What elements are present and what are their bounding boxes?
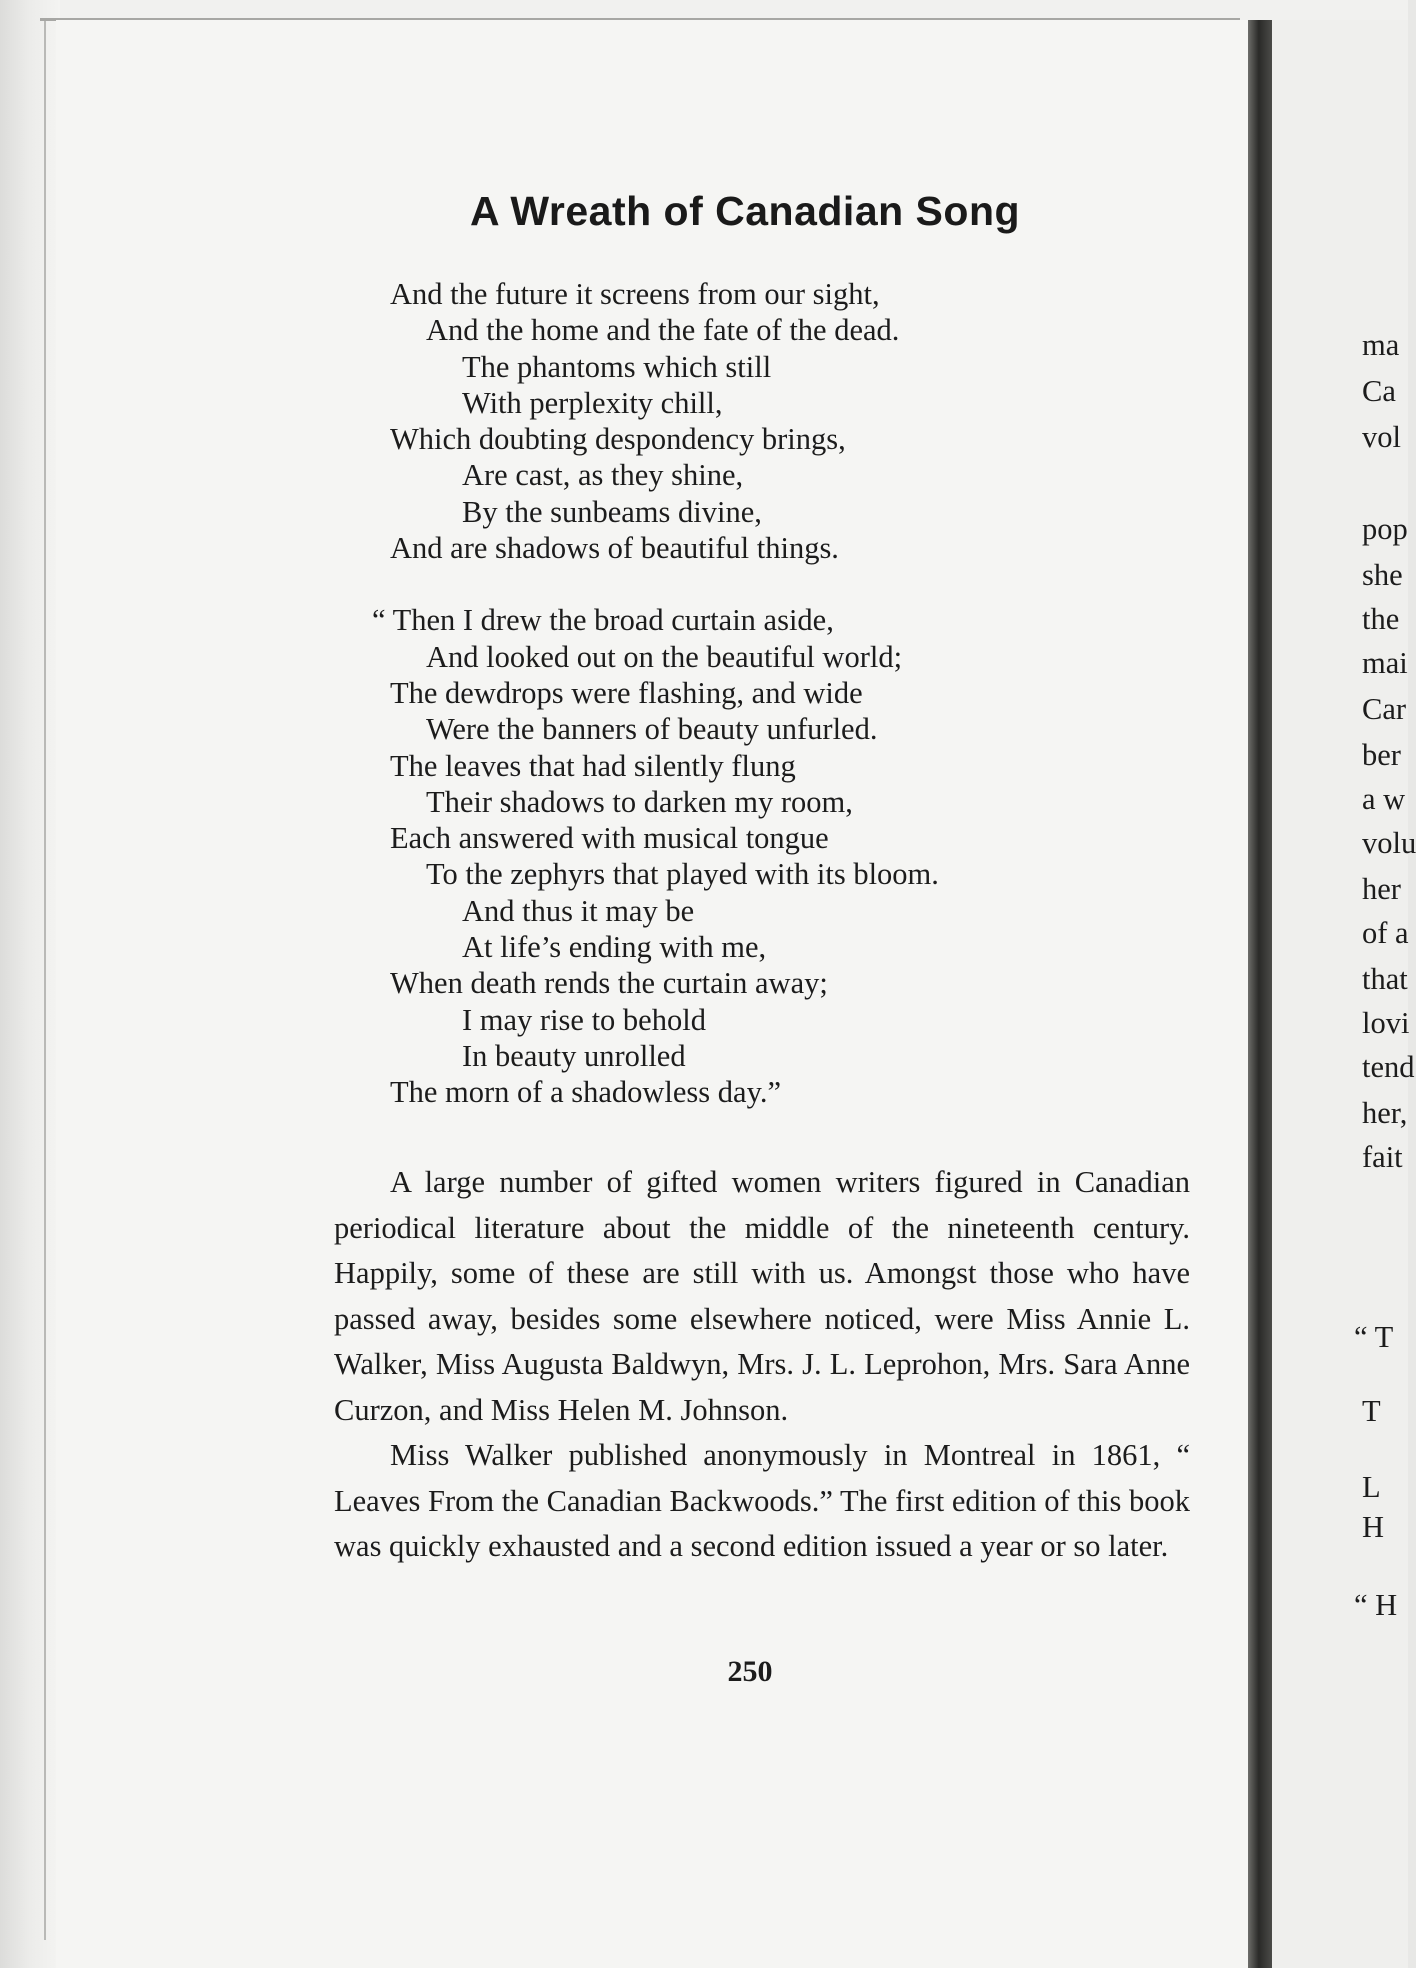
facing-page-fragment: “ T xyxy=(1354,1320,1394,1354)
facing-page-fragment: Car xyxy=(1362,692,1407,726)
poem-line: The morn of a shadowless day.” xyxy=(390,1075,782,1110)
facing-page-fragment: volu xyxy=(1362,826,1416,860)
poem-line: And are shadows of beautiful things. xyxy=(390,531,839,566)
poem-line: I may rise to behold xyxy=(462,1002,706,1037)
poem-stanza xyxy=(390,276,1150,566)
page-number: 250 xyxy=(727,1655,773,1688)
facing-page-fragment: mai xyxy=(1362,646,1408,680)
facing-page-fragment: her, xyxy=(1362,1096,1408,1130)
facing-page-fragment: vol xyxy=(1362,420,1401,454)
poem-line: Each answered with musical tongue xyxy=(390,821,829,856)
poem-line: The leaves that had silently flung xyxy=(390,748,796,783)
facing-page-fragment: tend xyxy=(1362,1050,1415,1084)
facing-page-fragment: she xyxy=(1362,558,1403,592)
poem-stanza xyxy=(372,602,1150,1110)
poem-line: Are cast, as they shine, xyxy=(462,458,744,493)
paragraph: A large number of gifted women writers figured in Canadian periodical literature about the middle of the nineteenth century. Happily, some of these are still with us. Amongst those who have passed away, besides some elsewhere noticed, were Miss Annie L. Walker, Miss Augusta Baldwyn, Mrs. J. L. Leprohon, Mrs. Sara Anne Curzon, and Miss Helen M. Johnson. xyxy=(334,1165,1190,1427)
poem-line: The phantoms which still xyxy=(462,349,772,384)
poem-line: And the home and the fate of the dead. xyxy=(426,313,900,348)
facing-page-fragment: pop xyxy=(1362,512,1408,546)
facing-page-fragment: a w xyxy=(1362,782,1406,816)
facing-page-fragment: ma xyxy=(1362,328,1400,362)
poem-line: And looked out on the beautiful world; xyxy=(426,639,903,674)
facing-page-fragment: the xyxy=(1362,602,1400,636)
poem-line: At life’s ending with me, xyxy=(462,930,767,965)
poem-line: When death rends the curtain away; xyxy=(390,966,828,1001)
poem-line: And thus it may be xyxy=(462,893,695,928)
poem-line: “ Then I drew the broad curtain aside, xyxy=(372,603,834,638)
left-page-edge xyxy=(0,0,60,1968)
poem-line: By the sunbeams divine, xyxy=(462,494,762,529)
poem-line: And the future it screens from our sight, xyxy=(390,277,880,311)
facing-page-fragment: of a xyxy=(1362,916,1409,950)
prose-text xyxy=(334,1160,1190,1570)
facing-page-fragment: that xyxy=(1362,962,1408,996)
facing-page-fragment: her xyxy=(1362,872,1401,906)
poem-line: Were the banners of beauty unfurled. xyxy=(426,712,878,747)
poem-line: Their shadows to darken my room, xyxy=(426,784,853,819)
book-gutter xyxy=(1248,20,1272,1968)
facing-page-fragment: T xyxy=(1362,1394,1381,1428)
facing-page-fragment: Ca xyxy=(1362,374,1396,408)
running-head: A Wreath of Canadian Song xyxy=(469,188,1021,234)
poem-line: In beauty unrolled xyxy=(462,1038,686,1073)
facing-page-fragment: “ H xyxy=(1354,1588,1398,1622)
facing-page-fragment: L xyxy=(1362,1470,1381,1504)
facing-page-fragment: H xyxy=(1362,1510,1385,1544)
poem-line: With perplexity chill, xyxy=(462,385,723,420)
paragraph: Miss Walker published anonymously in Montreal in 1861, “ Leaves From the Canadian Backwoods.” The first edition of this book was quickly exhausted and a second edition issued a year or so later. xyxy=(334,1438,1190,1563)
poem xyxy=(372,276,1150,1111)
facing-page-fragment: fait xyxy=(1362,1140,1403,1174)
facing-page-fragment: ber xyxy=(1362,738,1401,772)
poem-line: The dewdrops were flashing, and wide xyxy=(390,675,863,710)
poem-line: To the zephyrs that played with its bloom. xyxy=(426,857,939,892)
facing-page-fragment: lovi xyxy=(1362,1006,1410,1040)
poem-line: Which doubting despondency brings, xyxy=(390,422,846,457)
